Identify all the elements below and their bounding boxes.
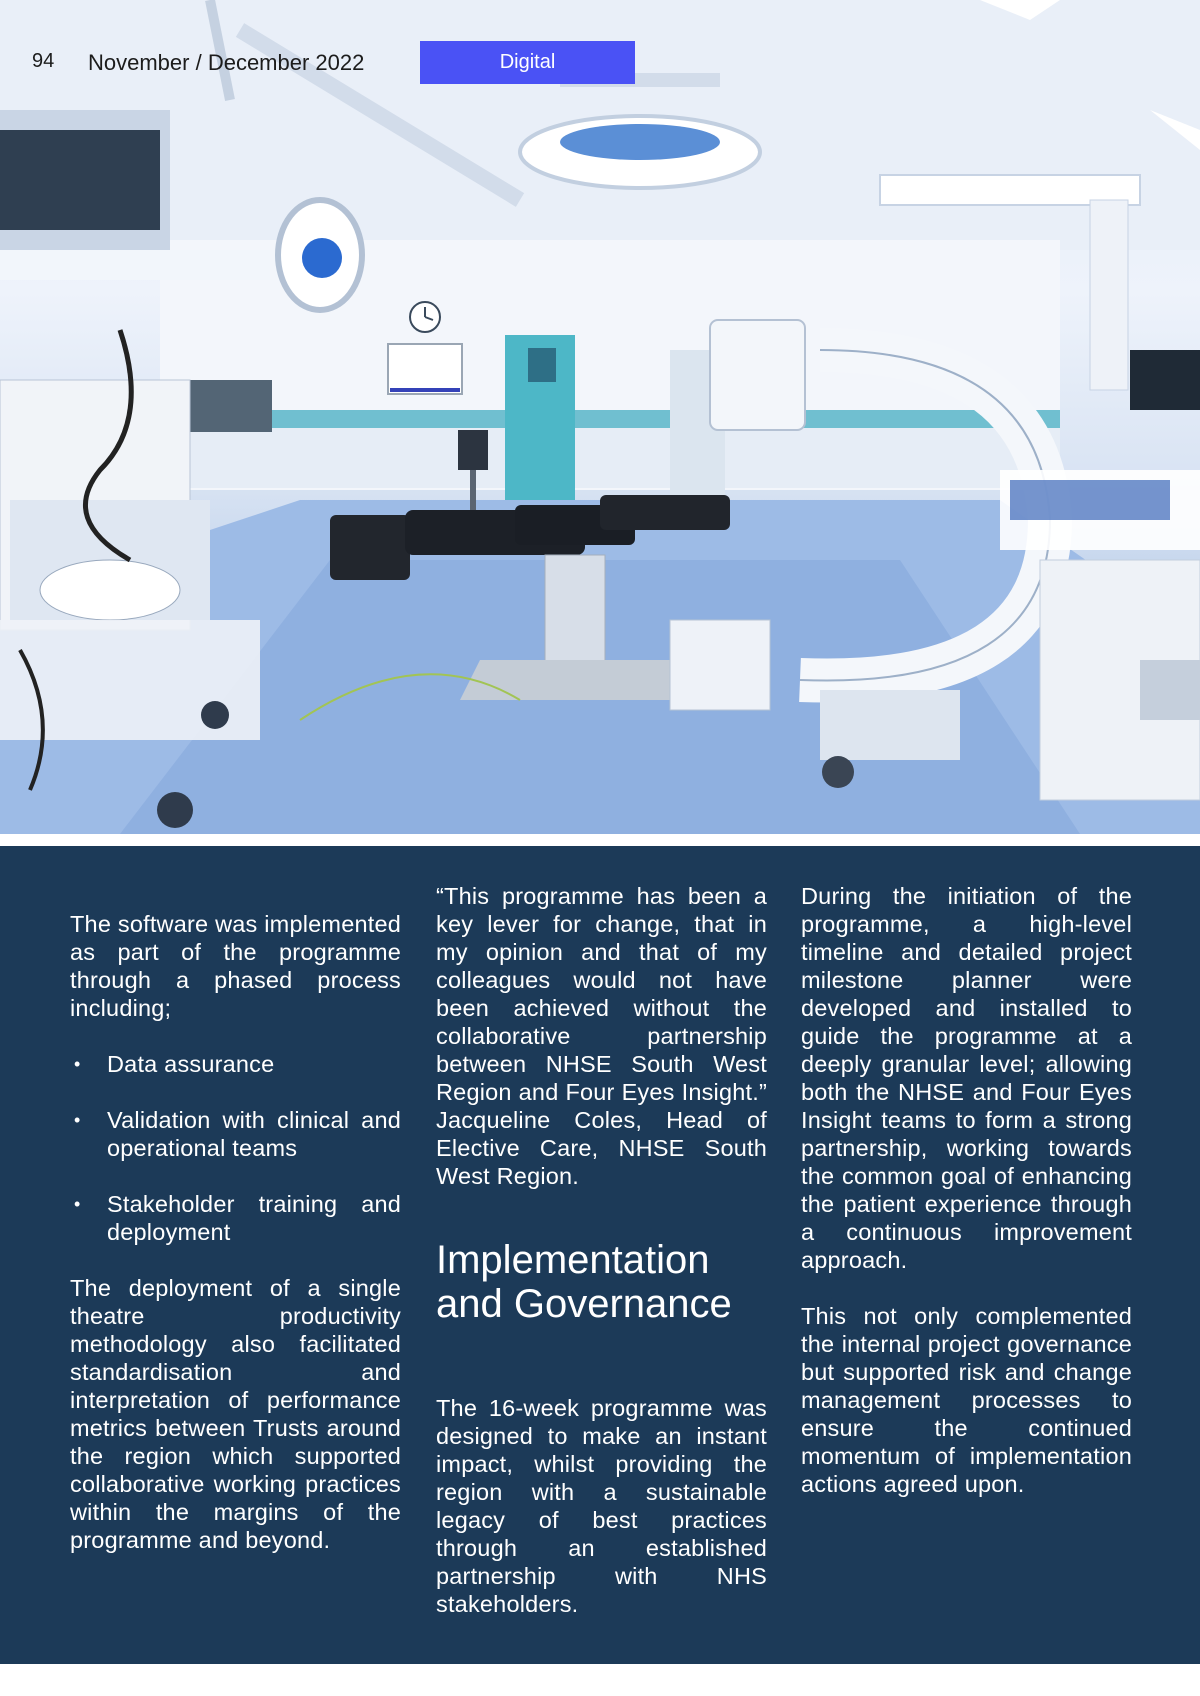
section-tag: Digital <box>420 41 635 84</box>
issue-date: November / December 2022 <box>88 50 365 75</box>
article-column-3 <box>801 882 1132 1526</box>
pull-quote: “This programme has been a key lever for change, that in my opinion and that of my colleagues would not have been achieved without the collaborative partnership between NHSE South West Region and Four Eyes Insight.” Jacqueline Coles, Head of Elective Care, NHSE South West Region. <box>436 883 767 1189</box>
page-number: 94 <box>32 50 55 72</box>
bullet-item <box>70 1106 401 1162</box>
bullet-item <box>70 1190 401 1246</box>
section-heading: Implementation and Governance <box>436 1238 732 1326</box>
column-1-closing: The deployment of a single theatre productivity methodology also facilitated standardisation and interpretation of performance metrics between Trusts around the region which supported collaborative working practices within the margins of the programme and beyond. <box>70 1275 401 1553</box>
bullet-item <box>70 1050 401 1078</box>
column-2-body: The 16-week programme was designed to make an instant impact, whilst providing the region with a sustainable legacy of best practices through an established partnership with NHS stakeholders. <box>436 1395 767 1617</box>
bullet-text: Validation with clinical and operational teams <box>107 1107 401 1161</box>
photo-separator <box>0 834 1200 846</box>
column-1-intro: The software was implemented as part of the programme through a phased process including; <box>70 911 401 1021</box>
column-3-paragraph-2: This not only complemented the internal project governance but supported risk and change management processes to ensure the continued momentum of implementation actions agreed upon. <box>801 1303 1132 1497</box>
operating-theatre-illustration <box>0 0 1200 834</box>
article-column-2 <box>436 882 767 1646</box>
process-bullet-list <box>70 1050 401 1246</box>
bullet-text: Data assurance <box>107 1051 275 1077</box>
bullet-icon: • <box>74 1110 81 1130</box>
bullet-icon: • <box>74 1194 81 1214</box>
article-column-1 <box>70 910 401 1582</box>
column-3-paragraph-1: During the initiation of the programme, a high-level timeline and detailed project milestone planner were developed and installed to guide the programme at a deeply granular level; allowing both the NHSE and Four Eyes Insight teams to form a strong partnership, working towards the common goal of enhancing the patient experience through a continuous improvement approach. <box>801 883 1132 1273</box>
hero-photo-operating-theatre <box>0 0 1200 834</box>
page-bottom-margin <box>0 1664 1200 1696</box>
bullet-icon: • <box>74 1054 81 1074</box>
bullet-text: Stakeholder training and deployment <box>107 1191 401 1245</box>
